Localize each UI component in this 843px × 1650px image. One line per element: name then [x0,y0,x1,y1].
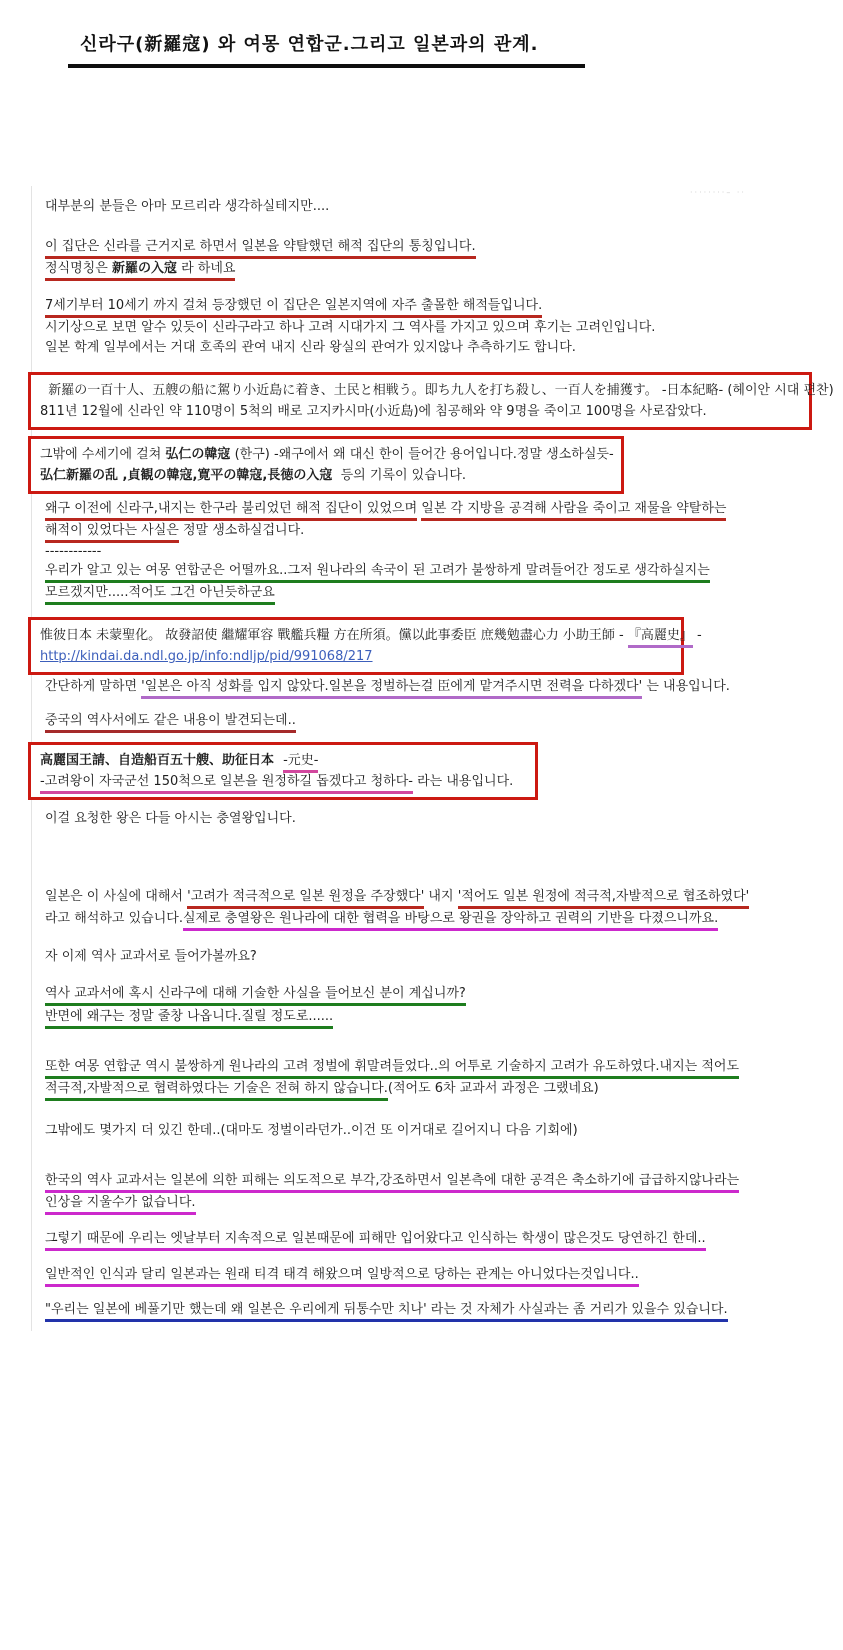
text-segment: 우리가 알고 있는 여몽 연합군은 어떨까요..그저 원나라의 속국이 된 고려가 불쌍하게 말려들어간 정도로 생각하실지는 [45,563,710,583]
text-segment: 정식명칭은 [45,261,112,281]
japan-view-line-1 [45,888,749,905]
text-segment: 일본은 이 사실에 대해서 [45,889,188,904]
text-segment: 新羅の入寇 [112,261,177,281]
text-segment: 이걸 요청한 왕은 다들 아시는 충열왕입니다. [45,811,296,826]
text-segment: 시기상으로 보면 알수 있듯이 신라구라고 하나 고려 시대가지 그 역사를 가지고 있으며 후기는 고려인입니다. [45,320,656,335]
quote-box-nihonkiryaku [28,372,834,430]
text-segment: 적극적,자발적으로 협력하였다는 기술은 전혀 하지 않습니다. [45,1081,388,1101]
claim-line [45,238,476,255]
text-segment: 라고 해석하고 있습니다. [45,911,183,926]
quote-box-line [40,771,526,792]
quote-box-line [40,646,672,667]
conclusion-line-3 [45,1230,706,1247]
text-segment: 자 이제 역사 교과서로 들어가볼까요? [45,949,257,964]
text-segment: 내지 [424,889,458,904]
text-segment: 일반적인 인식과 달리 일본과는 원래 티격 태격 해왔으며 일방적으로 당하는 관계는 아니었다는것입니다.. [45,1267,639,1287]
summary-line [45,678,730,695]
text-segment: 간단하게 말하면 [45,679,142,694]
text-segment: 한국의 역사 교과서는 일본에 의한 피해는 의도적으로 부각,강조하면서 일본측에 대한 공격은 축소하기에 급급하지않나라는 [45,1173,739,1193]
pirates-line-1 [45,500,726,517]
scholars-line [45,339,576,356]
text-segment: 弘仁新羅の乱 ,貞観の韓寇,寛平の韓寇,長徳の入寇 [40,468,333,483]
text-segment: 惟彼日本 未蒙聖化。 故發詔使 繼耀軍容 戰艦兵糧 方在所須。儻以此事委臣 庶幾勉盡心力 小助王師 - [40,628,628,643]
text-segment: 新羅の一百十人、五艘の船に駕り小近島に着き、土民と相戦う。即ち九人を打ち殺し、一百人を捕獲す。 -日本紀略- (헤이안 시대 편찬) [40,383,834,398]
etc-line [45,1122,578,1139]
yeomong-line-2 [45,584,275,601]
title-underline-tail [300,66,585,68]
quote-box-goryeosa [28,617,702,675]
conclusion-line-1 [45,1172,739,1189]
text-segment: 『高麗史』 [628,628,693,648]
quote-box-line [40,750,526,771]
quote-box-kanko [28,436,624,494]
text-segment: 인상을 지울수가 없습니다. [45,1195,196,1215]
text-segment: 모르겠지만.....적어도 그건 아닌듯하군요 [45,585,275,605]
text-segment: -元史- [283,753,318,773]
text-segment: (적어도 6차 교과서 과정은 그랬네요) [387,1081,599,1096]
quote-box-line [40,465,612,486]
text-segment: 7세기부터 10세기 까지 걸쳐 등장했던 이 집단은 일본지역에 자주 출몰한 해적들입니다. [45,298,542,318]
japan-view-line-2 [45,910,718,927]
text-segment: '적어도 일본 원정에 적극적,자발적으로 협조하였다' [458,889,750,909]
textbook-yeomong-line-1 [45,1058,739,1075]
period-line [45,297,542,314]
china-history-line [45,712,296,729]
text-segment: 라 하네요 [177,261,236,281]
text-segment: - [692,628,702,643]
intro-line [45,198,329,215]
conclusion-line-2 [45,1194,196,1211]
official-name-line [45,260,235,277]
text-segment: 실제로 충열왕은 원나라에 대한 협력을 바탕으로 왕권을 장악하고 권력의 기반을 다졌으니까요. [183,911,718,931]
text-segment: 高麗国王請、自造船百五十艘、助征日本 [40,753,284,768]
text-segment: 일본 각 지방을 공격해 사람을 죽이고 재물을 약탈하는 [421,501,726,521]
textbook-intro-line [45,948,257,965]
text-segment: 일본 학계 일부에서는 거대 호족의 관여 내지 신라 왕실의 관여가 있지않나 추측하기도 합니다. [45,340,576,355]
textbook-question-line [45,985,466,1002]
quote-box-line [40,380,834,401]
ndl-source-link[interactable]: http://kindai.da.ndl.go.jp/info:ndljp/pid/991068/217 [40,649,373,664]
text-segment: -고려왕이 자국군선 150척으로 일본을 원정하길 돕겠다고 청하다- [40,774,413,794]
king-line [45,810,296,827]
text-segment: "우리는 일본에 베풀기만 했는데 왜 일본은 우리에게 뒤통수만 치나' 라는 것 자체가 사실과는 좀 거리가 있을수 있습니다. [45,1302,728,1322]
yeomong-line-1 [45,562,710,579]
page-title: 신라구(新羅寇) 와 여몽 연합군.그리고 일본과의 관계. [80,34,539,55]
text-segment: 해적이 있었다는 사실은 [45,523,179,543]
text-segment: 대부분의 분들은 아마 모르리라 생각하실테지만.... [45,199,330,214]
text-segment: '고려가 적극적으로 일본 원정을 주장했다' [187,889,424,909]
text-segment: '일본은 아직 성화를 입지 않았다.일본을 정벌하는걸 臣에게 맡겨주시면 전력을 다하겠다' [141,679,642,699]
quote-box-line [40,625,702,646]
text-segment: 또한 여몽 연합군 역시 불쌍하게 원나라의 고려 정벌에 휘말려들었다..의 어투로 기술하지 고려가 유도하였다.내지는 적어도 [45,1059,739,1079]
waegu-line [45,1008,333,1025]
text-segment: 811년 12월에 신라인 약 110명이 5척의 배로 고지카시마(小近島)에 침공해와 약 9명을 죽이고 100명을 사로잡았다. [40,404,707,419]
text-segment: 그밖에 수세기에 걸쳐 [40,447,166,462]
text-segment: 弘仁の韓寇 [165,447,231,462]
text-segment: 이 집단은 신라를 근거지로 하면서 일본을 약탈했던 해적 집단의 통칭입니다. [45,239,476,259]
text-segment: 왜구 이전에 신라구,내지는 한구라 불리었던 해적 집단이 있었으며 [45,501,417,521]
text-segment: 라는 내용입니다. [412,774,514,789]
text-segment: 등의 기록이 있습니다. [332,468,467,483]
text-segment: 반면에 왜구는 정말 줄창 나옵니다.질릴 정도로...... [45,1009,333,1029]
quote-box-line [40,401,800,422]
text-segment: 그렇기 때문에 우리는 엣날부터 지속적으로 일본때문에 피해만 입어왔다고 인식하는 학생이 많은것도 당연하긴 한데.. [45,1231,706,1251]
text-segment: 는 내용입니다. [642,679,730,694]
textbook-yeomong-line-2 [45,1080,599,1097]
quote-box-yuanshi [28,742,538,800]
divider-dashes [45,543,101,560]
timeline-line [45,319,655,336]
text-segment: ------------ [45,544,102,559]
text-segment: 그밖에도 몇가지 더 있긴 한데..(대마도 정벌이라던가..이건 또 이거대로 길어지니 다음 기회에) [45,1123,578,1138]
text-segment: 중국의 역사서에도 같은 내용이 발견되는데.. [45,713,296,733]
text-segment: 역사 교과서에 혹시 신라구에 대해 기술한 사실을 들어보신 분이 계십니까? [45,986,466,1006]
pirates-line-2 [45,522,304,539]
final-line [45,1301,728,1318]
text-segment: (한구) -왜구에서 왜 대신 한이 들어간 용어입니다.정말 생소하실듯- [230,447,614,462]
faint-watermark: ········– ·· [690,188,746,197]
text-segment: 정말 생소하실겁니다. [178,523,305,538]
quote-box-line [40,444,612,465]
conclusion-line-4 [45,1266,639,1283]
